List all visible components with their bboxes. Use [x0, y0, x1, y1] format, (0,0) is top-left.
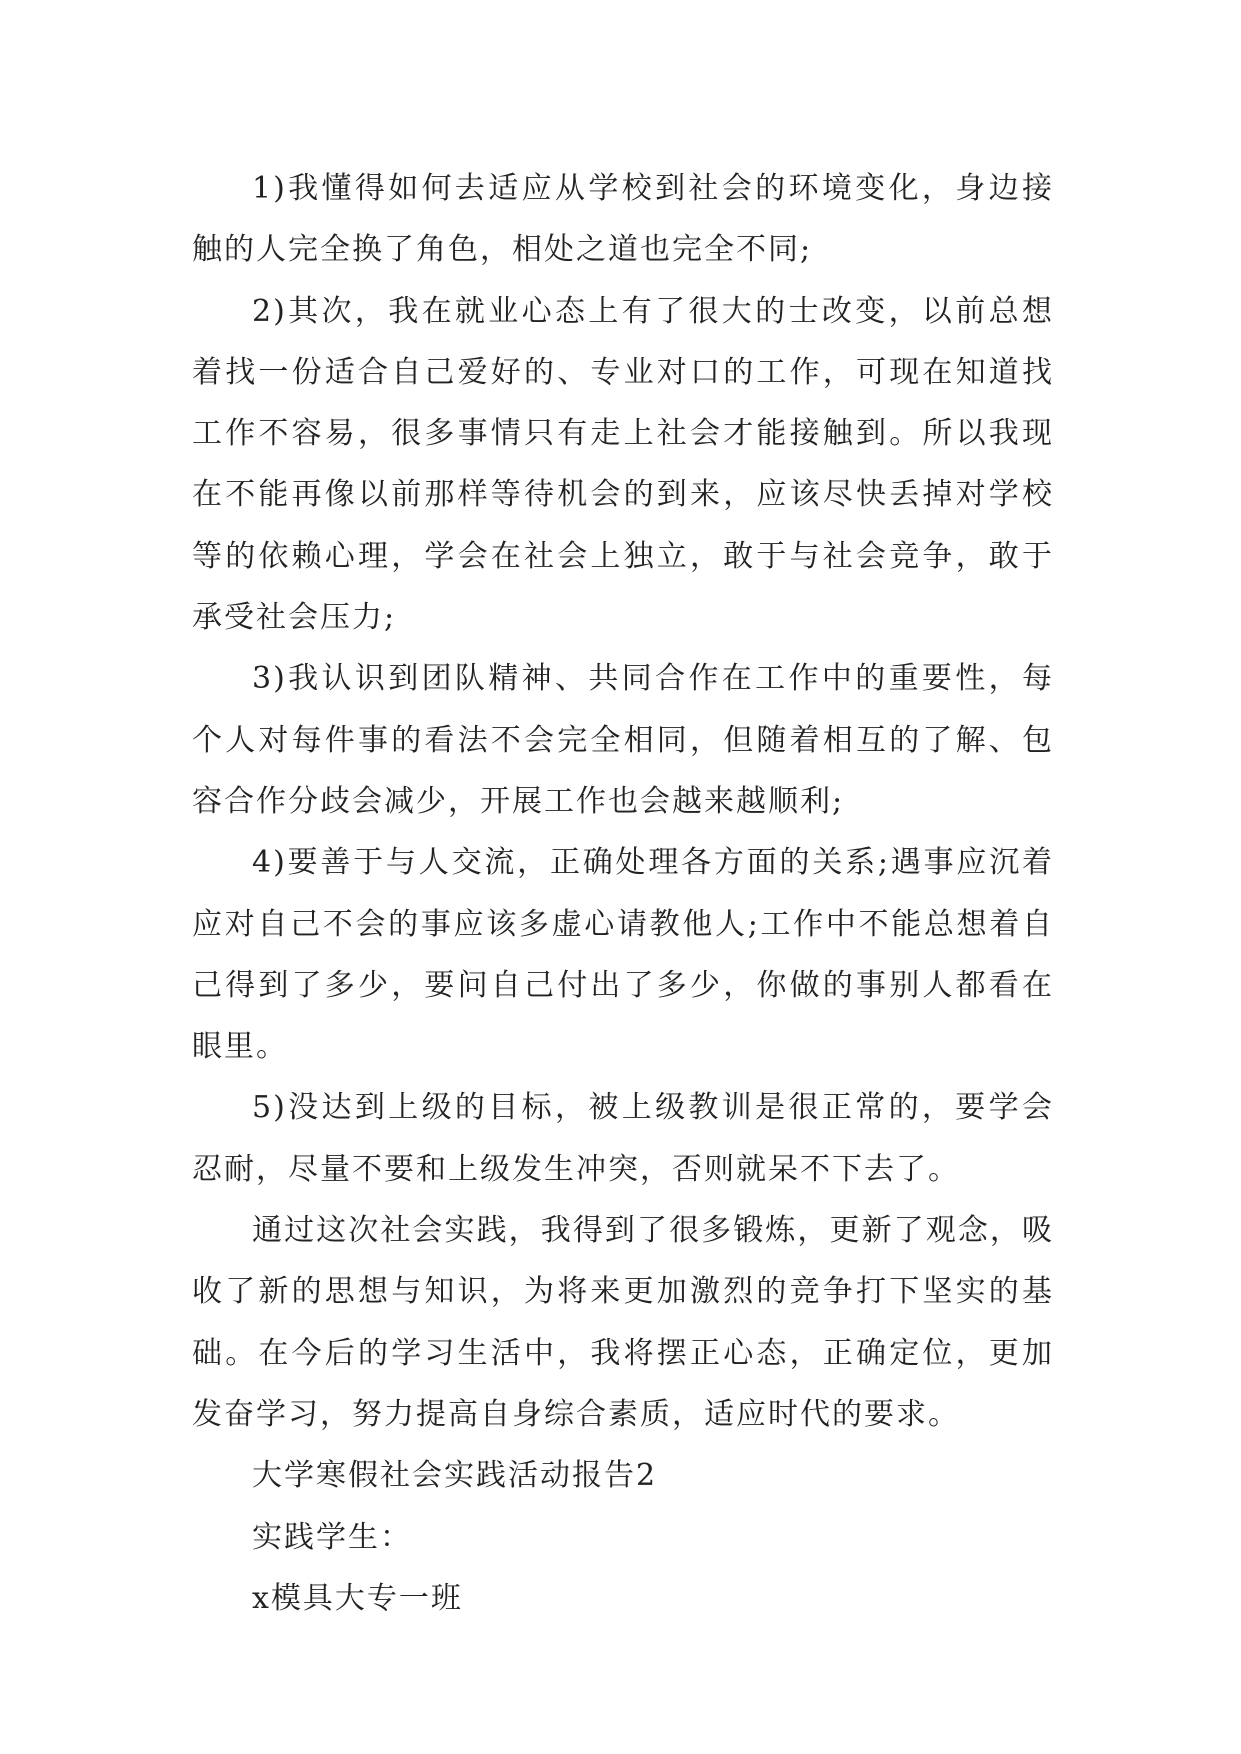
paragraph-point-2: 2)其次，我在就业心态上有了很大的士改变，以前总想着找一份适合自己爱好的、专业对口的工作，可现在知道找工作不容易，很多事情只有走上社会才能接触到。所以我现在不能再像以前那样等待机会的到来，应该尽快丢掉对学校等的依赖心理，学会在社会上独立，敢于与社会竞争，敢于承受社会压力; — [192, 293, 1054, 636]
report-title-line: 大学寒假社会实践活动报告2 — [252, 1458, 658, 1494]
class-line: x模具大专一班 — [252, 1580, 463, 1616]
paragraph-point-5: 5)没达到上级的目标，被上级教训是很正常的，要学会忍耐，尽量不要和上级发生冲突，否则就呆不下去了。 — [192, 1090, 1054, 1187]
paragraph-point-3: 3)我认识到团队精神、共同合作在工作中的重要性，每个人对每件事的看法不会完全相同，但随着相互的了解、包容合作分歧会减少，开展工作也会越来越顺利; — [192, 661, 1054, 819]
student-label: 实践学生： — [252, 1519, 412, 1555]
paragraph-point-4: 4)要善于与人交流，正确处理各方面的关系;遇事应沉着应对自己不会的事应该多虚心请教他人;工作中不能总想着自己得到了多少，要问自己付出了多少，你做的事别人都看在眼里。 — [192, 845, 1054, 1065]
paragraph-point-1: 1)我懂得如何去适应从学校到社会的环境变化，身边接触的人完全换了角色，相处之道也完全不同; — [192, 171, 1054, 268]
paragraph-conclusion: 通过这次社会实践，我得到了很多锻炼，更新了观念，吸收了新的思想与知识，为将来更加激烈的竞争打下坚实的基础。在今后的学习生活中，我将摆正心态，正确定位，更加发奋学习，努力提高自身综合素质，适应时代的要求。 — [192, 1213, 1054, 1432]
document-body — [192, 158, 1054, 1629]
